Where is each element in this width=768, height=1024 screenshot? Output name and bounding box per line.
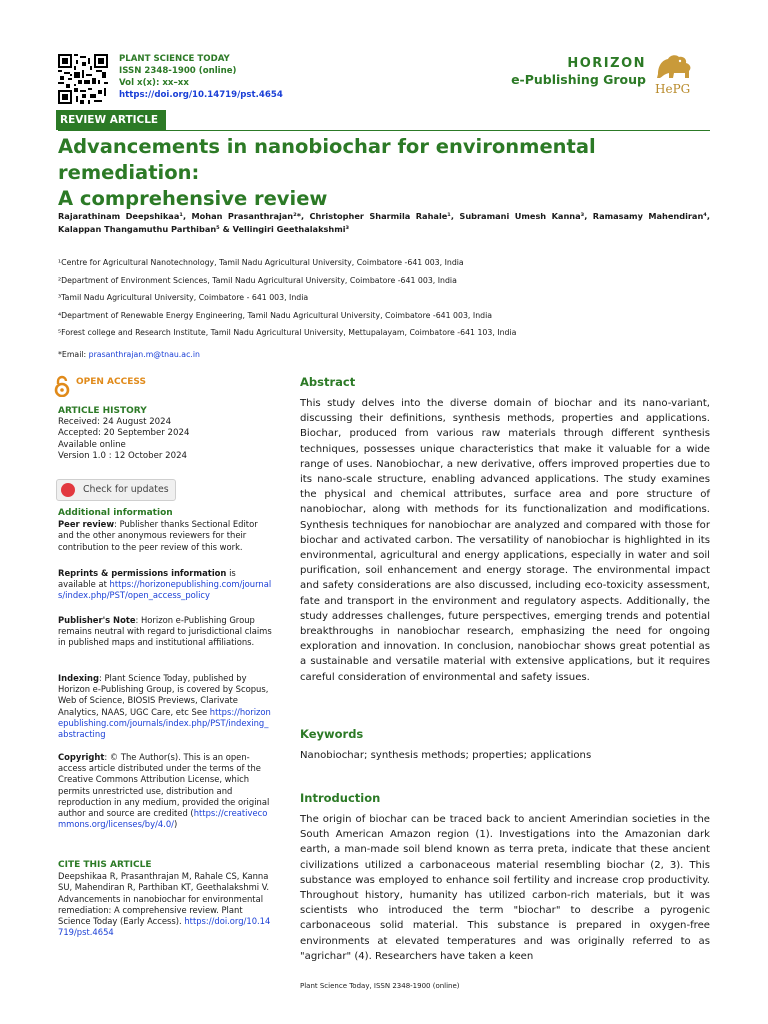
indexing-info: Indexing: Plant Science Today, published by Horizon e-Publishing Group, is covered by Scopus, Web of Science, BIOSIS Previews, Clarivate Analytics, NAAS, UGC Care, etc See https://horizonepublishing.com/journals/index.php/PST/indexing_abstracting bbox=[58, 673, 271, 740]
article-type-badge: REVIEW ARTICLE bbox=[56, 110, 166, 130]
journal-volume: Vol x(x): xx–xx bbox=[119, 78, 189, 88]
cite-doi-link[interactable]: https://doi.org/10.14719/pst.4654 bbox=[58, 916, 271, 938]
publisher-subname: e-Publishing Group bbox=[511, 72, 646, 87]
email-link[interactable]: prasanthrajan.m@tnau.ac.in bbox=[88, 350, 200, 359]
title-line-1: Advancements in nanobiochar for environmental remediation: bbox=[58, 135, 596, 184]
keywords-text: Nanobiochar; synthesis methods; properties; applications bbox=[300, 750, 592, 761]
authors-line-1: Rajarathinam Deepshikaa¹, Mohan Prasanthrajan²*, Christopher Sharmila Rahale¹, Subramani Umesh Kanna³, Ramasamy Mahendiran⁴, bbox=[58, 211, 710, 221]
additional-heading: Additional information bbox=[58, 508, 173, 518]
affiliation-item: ³Tamil Nadu Agricultural University, Coimbatore - 641 003, India bbox=[58, 293, 309, 302]
copyright-info: Copyright: © The Author(s). This is an open-access article distributed under the terms of the Creative Commons Attribution License, which permits unrestricted use, distribution and reproduction in any medium, provided the original author and source are credited (https://creativecommons.org/licenses/by/4.0/) bbox=[58, 752, 270, 830]
open-access-label: OPEN ACCESS bbox=[76, 377, 146, 387]
page-footer: Plant Science Today, ISSN 2348-1900 (online) bbox=[300, 982, 460, 990]
open-access-icon bbox=[54, 375, 70, 397]
history-heading: ARTICLE HISTORY bbox=[58, 406, 147, 416]
reprints-link[interactable]: https://horizonepublishing.com/journals/index.php/PST/open_access_policy bbox=[58, 579, 272, 601]
abstract-heading: Abstract bbox=[300, 375, 356, 389]
article-history bbox=[58, 406, 273, 462]
affiliation-item: ¹Centre for Agricultural Nanotechnology, Tamil Nadu Agricultural University, Coimbatore -641 003, India bbox=[58, 258, 464, 267]
corresponding-email bbox=[58, 350, 200, 359]
publishers-note: Publisher's Note: Horizon e-Publishing Group remains neutral with regard to jurisdictional claims in published maps and institutional affiliations. bbox=[58, 615, 272, 648]
journal-issn: ISSN 2348-1900 (online) bbox=[119, 66, 237, 76]
history-version: Version 1.0 : 12 October 2024 bbox=[58, 450, 188, 461]
abstract-text: This study delves into the diverse domain of biochar and its nano-variant, discussing their definitions, synthesis methods, properties and applications. Biochar, produced from various raw materials through different synthesis techniques, possesses unique characteristics that make it valuable for a wide range of uses. Nanobiochar, a new derivative, offers improved properties due to its nano-scale structure, enabling advanced applications. The study examines the physical and chemical attributes, surface area and pore structure of nanobiochar, along with methods for its functionalization and modifications. Synthesis techniques for nanobiochar are analyzed and compared with those for biochar and activated carbon. The versatility of nanobiochar is highlighted in its environmental, agricultural and energy applications, especially in water and soil purification, soil enhancement and energy storage. The environmental impact and safety considerations are also discussed, including eco-toxicity assessment, fate and transport in the environment and regulatory aspects. Additionally, the study addresses challenges, future perspectives, emerging trends and potential breakthroughs in nanobiochar research, emphasizing the need for ongoing exploration and innovation. In conclusion, nanobiochar shows great potential as a sustainable and versatile material with extensive applications, but it requires careful consideration of environmental and safety issues. bbox=[300, 398, 710, 683]
crossmark-icon bbox=[61, 483, 75, 497]
qr-code bbox=[58, 54, 108, 104]
license-link[interactable]: https://creativecommons.org/licenses/by/4.0/ bbox=[58, 808, 268, 830]
title-line-2: A comprehensive review bbox=[58, 187, 328, 210]
keywords-heading: Keywords bbox=[300, 727, 364, 741]
header-divider bbox=[58, 130, 710, 131]
authors-line-2: Kalappan Thangamuthu Parthiban⁵ & Vellingiri Geethalakshmi³ bbox=[58, 223, 350, 234]
affiliations bbox=[58, 254, 516, 342]
reprints-info: Reprints & permissions information is available at https://horizonepublishing.com/journals/index.php/PST/open_access_policy bbox=[58, 568, 272, 601]
publisher-name: HORIZON bbox=[567, 56, 646, 71]
introduction-text: The origin of biochar can be traced back to ancient Amerindian societies in the South American Amazon region (1). Investigations into the Amazonian dark earth, a man-made soil blend known as terra preta, indicate that these ancient civilizations utilized a carbonaceous material resembling biochar (2, 3). This substance was employed to enhance soil fertility and increase crop productivity. Throughout history, humanity has utilized carbon-rich materials, but it was scientists who introduced the term "biochar" to describe a pyrogenic carbonaceous solid material. This substance is prepared in oxygen-free environments at elevated temperatures and was originally referred to as "agrichar" (4). Researchers have taken a keen bbox=[300, 814, 710, 962]
peer-review-text: Peer review: Publisher thanks Sectional Editor and the other anonymous reviewers for their contribution to the peer review of this work. bbox=[58, 519, 258, 552]
affiliation-item: ²Department of Environment Sciences, Tamil Nadu Agricultural University, Coimbatore -641 003, India bbox=[58, 275, 457, 285]
author-list bbox=[58, 210, 710, 235]
introduction-heading: Introduction bbox=[300, 791, 381, 805]
article-title bbox=[58, 134, 718, 212]
history-available: Available online bbox=[58, 439, 126, 450]
affiliation-item: ⁵Forest college and Research Institute, Tamil Nadu Agricultural University, Mettupalayam, Coimbatore -641 103, India bbox=[58, 328, 517, 337]
lion-logo-icon bbox=[652, 52, 696, 82]
history-accepted: Accepted: 20 September 2024 bbox=[58, 428, 190, 439]
publisher-mark: HePG bbox=[655, 82, 691, 96]
additional-information bbox=[58, 508, 273, 553]
journal-name: PLANT SCIENCE TODAY bbox=[119, 54, 230, 64]
doi-link[interactable]: https://doi.org/10.14719/pst.4654 bbox=[119, 90, 283, 100]
indexing-link[interactable]: https://horizonepublishing.com/journals/index.php/PST/indexing_abstracting bbox=[58, 706, 271, 740]
check-updates-label: Check for updates bbox=[83, 484, 169, 495]
affiliation-item: ⁴Department of Renewable Energy Engineering, Tamil Nadu Agricultural University, Coimbatore -641 003, India bbox=[58, 310, 493, 320]
cite-heading: CITE THIS ARTICLE bbox=[58, 860, 152, 870]
publisher-logo-text bbox=[510, 56, 646, 88]
cite-this-article: CITE THIS ARTICLE Deepshikaa R, Prasanthrajan M, Rahale CS, Kanna SU, Mahendiran R, Parthiban KT, Geethalakshmi V. Advancements in nanobiochar for environmental remediation: A comprehensive review. Plant Science Today (Early Access). https://doi.org/10.14719/pst.4654 bbox=[58, 860, 273, 938]
email-label: *Email: bbox=[58, 350, 89, 359]
history-received: Received: 24 August 2024 bbox=[58, 417, 172, 428]
journal-info bbox=[119, 53, 283, 101]
check-for-updates-button[interactable] bbox=[56, 479, 176, 501]
